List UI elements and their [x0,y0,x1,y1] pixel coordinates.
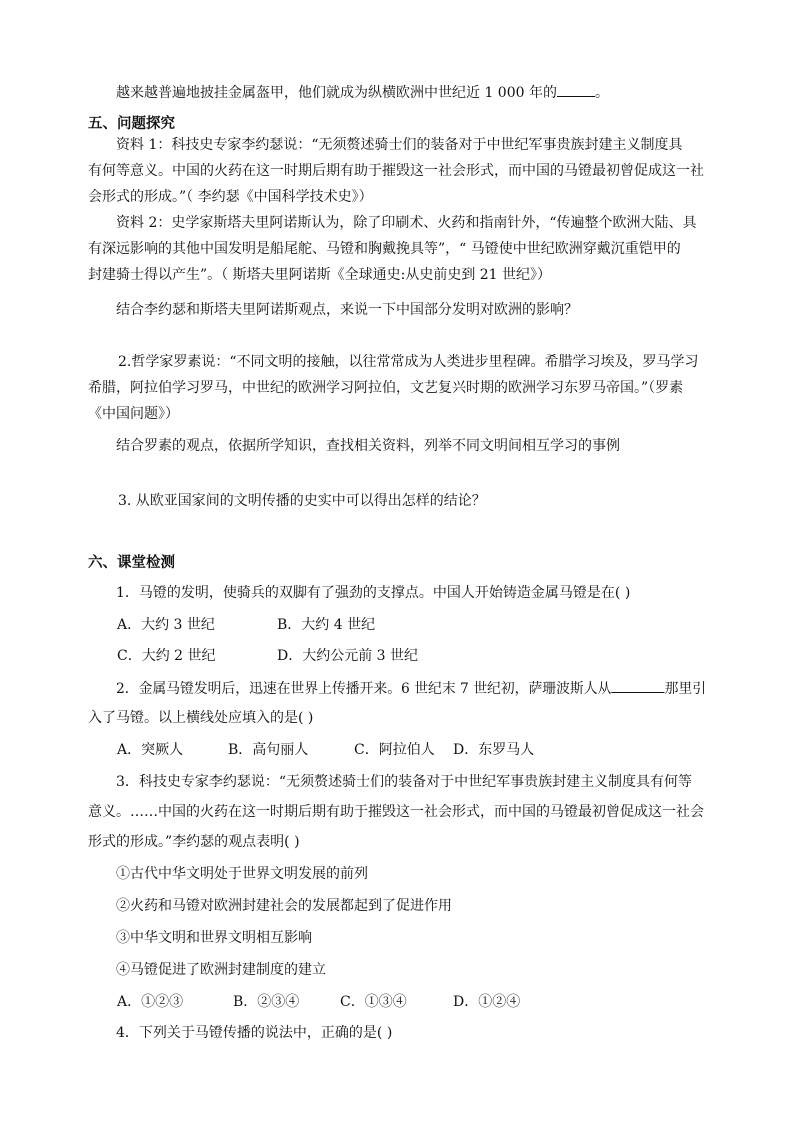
quiz-q3-option-a[interactable]: A．①②③ [117,994,184,1010]
quiz-q3-stem-line-2: 意义。……中国的火药在这一时期后期有助于摧毁这一社会形式，而中国的马镫最初曾促成这一社会 [88,804,704,820]
quiz-q3-option-c[interactable]: C．①③④ [340,994,407,1010]
quiz-q3-statement-2: ②火药和马镫对欧洲封建社会的发展都起到了促进作用 [116,898,452,914]
quiz-q3-statement-1: ①古代中华文明处于世界文明发展的前列 [116,866,368,882]
material-1-line-3: 会形式的形成。”（ 李约瑟《中国科学技术史》） [88,189,373,205]
continuation-text: 越来越普遍地披挂金属盔甲，他们就成为纵横欧洲中世纪近 1 000 年的 [116,85,557,101]
quiz-q4-stem: 4．下列关于马镫传播的说法中，正确的是( ) [116,1025,393,1041]
quiz-q2-stem-line-1 [116,678,706,699]
section-5-heading: 五、问题探究 [88,116,175,132]
material-2-line-1: 资料 2：史学家斯塔夫里阿诺斯认为，除了印刷术、火药和指南针外，“传遍整个欧洲大陆、具 [116,215,697,231]
material-2-line-2: 有深远影响的其他中国发明是船尾舵、马镫和胸戴挽具等”，“ 马镫使中世纪欧洲穿戴沉重铠甲的 [88,241,681,257]
quiz-q2-stem-before: 2．金属马镫发明后，迅速在世界上传播开来。6 世纪末 7 世纪初，萨珊波斯人从 [116,681,612,697]
quiz-q1-option-b[interactable]: B．大约 4 世纪 [277,617,376,633]
quiz-q2-option-a[interactable]: A．突厥人 [117,742,184,758]
inquiry-question-3: 3. 从欧亚国家间的文明传播的史实中可以得出怎样的结论？ [118,493,486,509]
quiz-q1-option-a[interactable]: A．大约 3 世纪 [117,617,215,633]
continuation-end: 。 [594,85,609,101]
quiz-q1-option-d[interactable]: D．大约公元前 3 世纪 [277,648,419,664]
quiz-q2-blank[interactable] [611,678,664,693]
quiz-q3-statement-3: ③中华文明和世界文明相互影响 [116,930,312,946]
quiz-q2-option-c[interactable]: C．阿拉伯人 [354,742,435,758]
russell-quote-line-3: 《中国问题》） [88,406,179,422]
quiz-q3-option-d[interactable]: D．①②④ [453,994,521,1010]
answer-blank[interactable] [557,82,595,97]
inquiry-question-2: 结合罗素的观点，依据所学知识，查找相关资料，列举不同文明间相互学习的事例 [116,438,620,454]
section-6-heading: 六、课堂检测 [88,555,175,571]
quiz-q2-stem-line-2: 入了马镫。以上横线处应填入的是( ) [88,710,314,726]
russell-quote-line-2: 希腊，阿拉伯学习罗马，中世纪的欧洲学习阿拉伯，文艺复兴时期的欧洲学习东罗马帝国。”（罗素 [88,380,684,396]
quiz-q3-statement-4: ④马镫促进了欧洲封建制度的建立 [116,962,326,978]
material-1-line-2: 有何等意义。中国的火药在这一时期后期有助于摧毁这一社会形式，而中国的马镫最初曾促成这一社 [88,163,704,179]
quiz-q3-option-b[interactable]: B．②③④ [233,994,300,1010]
quiz-q3-stem-line-3: 形式的形成。”李约瑟的观点表明( ) [88,834,300,850]
quiz-q1-stem: 1．马镫的发明，使骑兵的双脚有了强劲的支撑点。中国人开始铸造金属马镫是在( ) [116,585,631,601]
material-2-line-3: 封建骑士得以产生”。（ 斯塔夫里阿诺斯《全球通史:从史前史到 21 世纪》） [88,267,552,283]
quiz-q1-option-c[interactable]: C．大约 2 世纪 [117,648,216,664]
material-1-line-1: 资料 1：科技史专家李约瑟说：“无须赘述骑士们的装备对于中世纪军事贵族封建主义制度具 [116,137,683,153]
quiz-q3-stem-line-1: 3．科技史专家李约瑟说：“无须赘述骑士们的装备对于中世纪军事贵族封建主义制度具有何等 [116,774,693,790]
continuation-line [116,82,609,103]
quiz-q2-option-b[interactable]: B．高句丽人 [228,742,309,758]
quiz-q2-option-d[interactable]: D．东罗马人 [453,742,535,758]
russell-quote-line-1: 2.哲学家罗素说：“不同文明的接触，以往常常成为人类进步里程碑。希腊学习埃及，罗马学习 [118,354,699,370]
quiz-q2-stem-after: 那里引 [664,681,707,697]
inquiry-question-1: 结合李约瑟和斯塔夫里阿诺斯观点，来说一下中国部分发明对欧洲的影响？ [116,302,578,318]
